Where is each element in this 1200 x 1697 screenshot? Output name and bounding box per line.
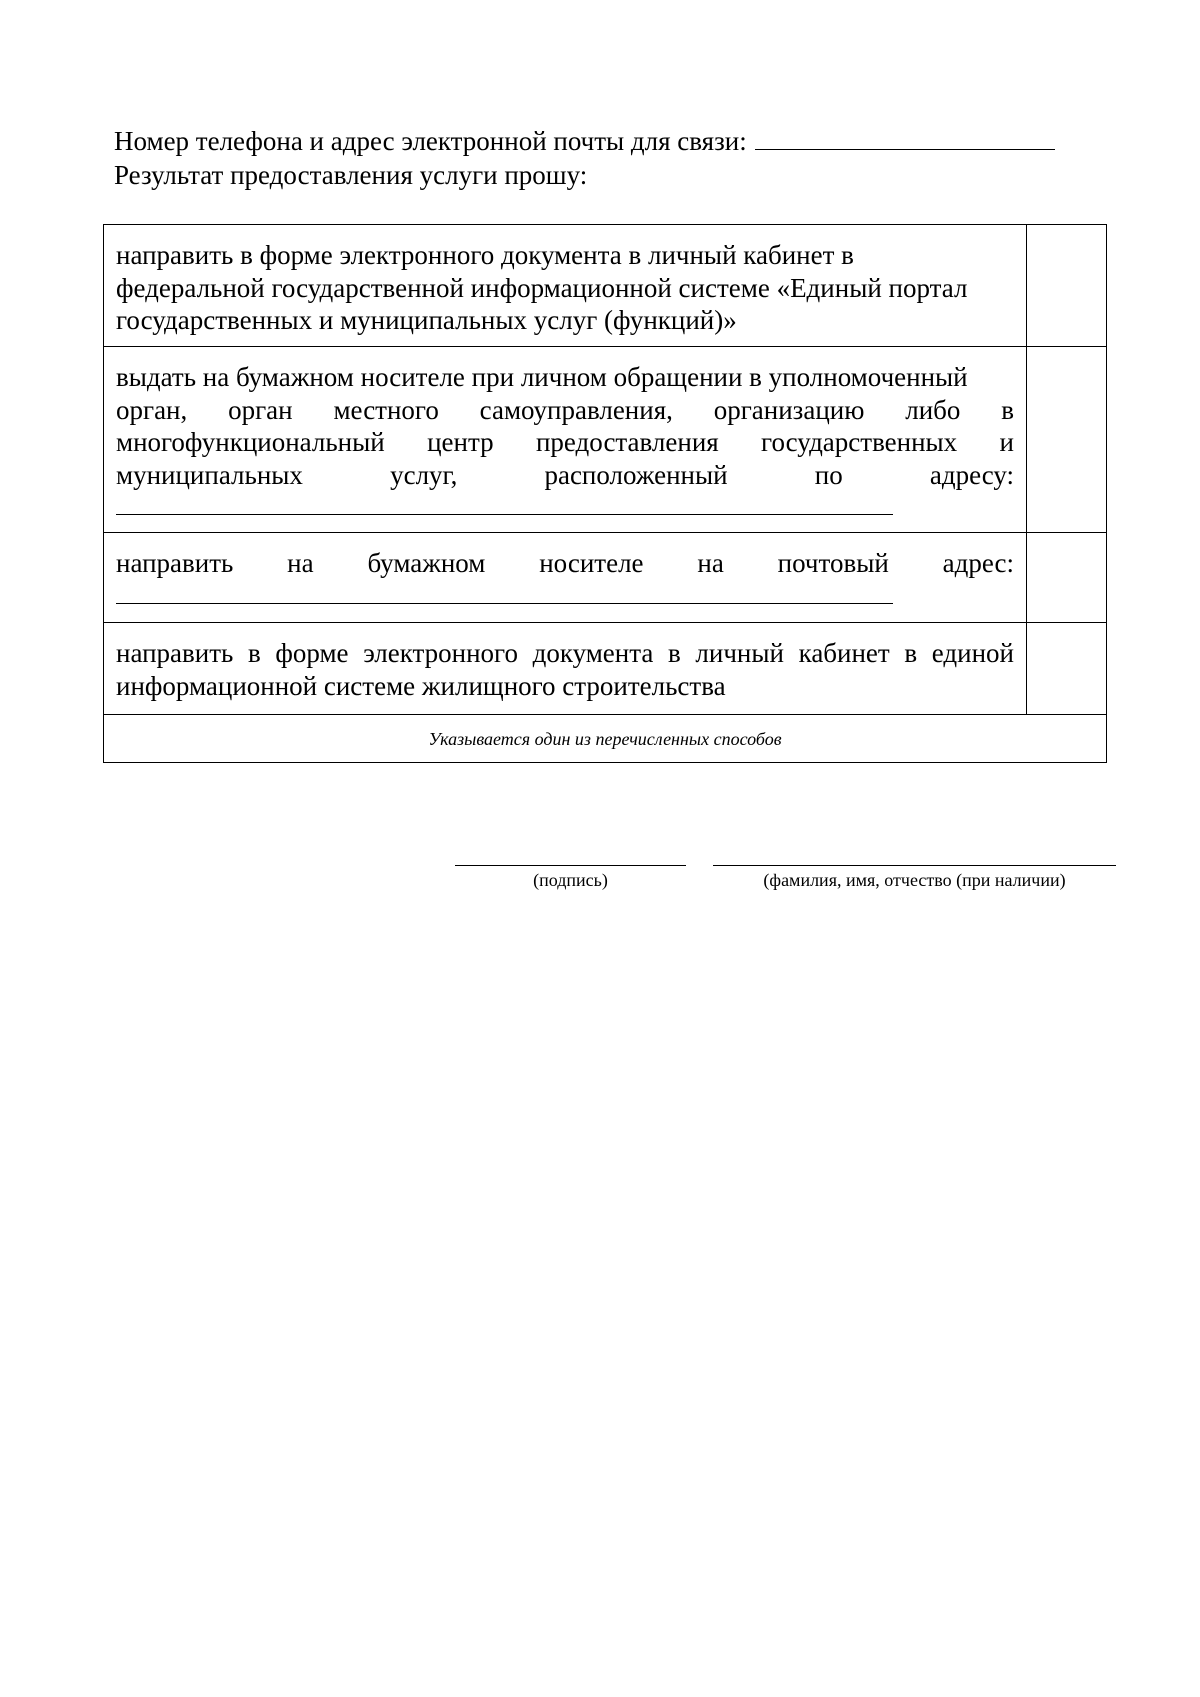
option-text-cell — [104, 623, 1027, 715]
option-checkbox-cell[interactable] — [1027, 347, 1107, 533]
option-line: информационной системе жилищного строительства — [116, 670, 726, 701]
option-line: федеральной государственной информационной системе «Единый портал — [116, 272, 968, 303]
option-line: направить в форме электронного документа в личный кабинет в единой — [116, 638, 1014, 668]
option-row-in-person — [104, 347, 1107, 533]
option-text-cell — [104, 225, 1027, 347]
option-line: орган, орган местного самоуправления, организацию либо в — [116, 394, 1014, 425]
option-line: выдать на бумажном носителе при личном обращении в уполномоченный — [116, 362, 968, 392]
option-line: муниципальных услуг, расположенный по адресу: — [116, 459, 1014, 490]
option-line: направить на бумажном носителе на почтовый адрес: — [116, 548, 1014, 578]
option-row-eisgs — [104, 623, 1107, 715]
note-text: Указывается один из перечисленных способов — [104, 715, 1107, 763]
option-text-cell — [104, 347, 1027, 533]
signature-caption: (подпись) — [533, 870, 608, 890]
signature-line[interactable] — [455, 864, 686, 866]
option-checkbox-cell[interactable] — [1027, 623, 1107, 715]
option-row-postal — [104, 533, 1107, 623]
option-line: направить в форме электронного документа в личный кабинет в — [116, 240, 854, 270]
option-line: многофункциональный центр предоставления государственных и — [116, 427, 1014, 457]
option-checkbox-cell[interactable] — [1027, 533, 1107, 623]
postal-address-input-line[interactable] — [116, 602, 893, 604]
note-row — [104, 715, 1107, 763]
contact-label: Номер телефона и адрес электронной почты для связи: — [114, 126, 747, 156]
full-name-caption: (фамилия, имя, отчество (при наличии) — [763, 870, 1066, 890]
contact-input-line[interactable] — [755, 127, 1055, 150]
option-checkbox-cell[interactable] — [1027, 225, 1107, 347]
delivery-options-table — [103, 224, 1107, 763]
full-name-line[interactable] — [713, 864, 1116, 866]
address-input-line[interactable] — [116, 513, 893, 515]
option-line: государственных и муниципальных услуг (функций)» — [116, 305, 737, 335]
option-text-cell — [104, 533, 1027, 623]
contact-line — [114, 124, 1055, 158]
result-request-label: Результат предоставления услуги прошу: — [114, 160, 588, 190]
option-row-epgu — [104, 225, 1107, 347]
